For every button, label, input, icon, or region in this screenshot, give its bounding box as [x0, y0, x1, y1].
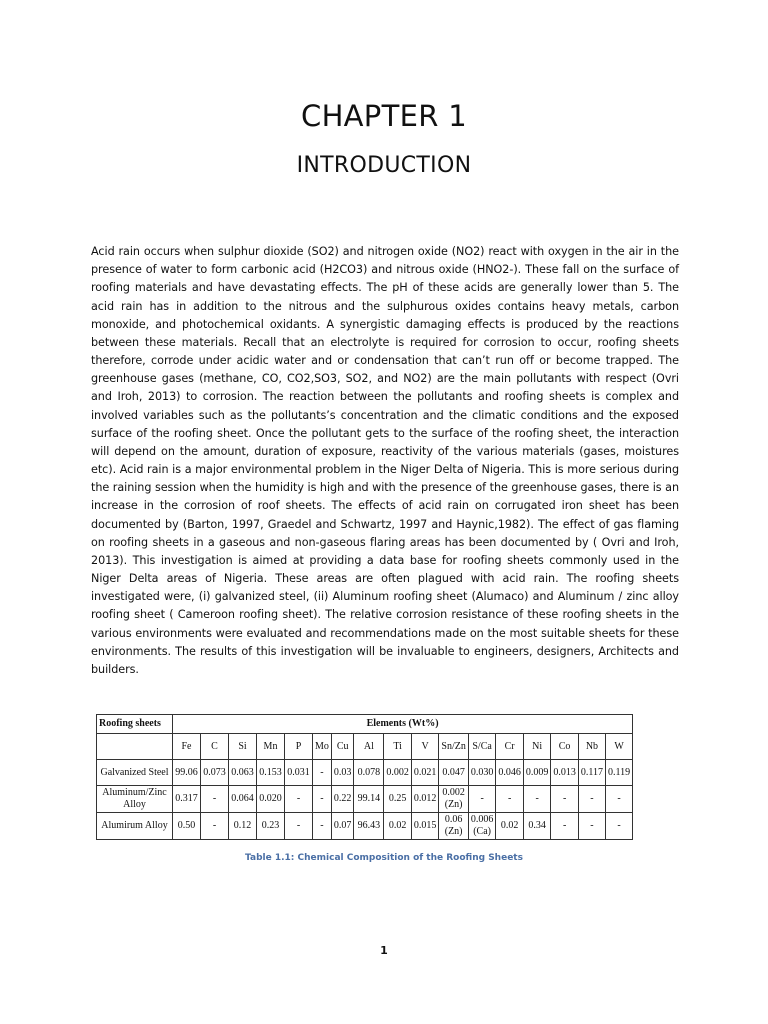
body-paragraph: Acid rain occurs when sulphur dioxide (SO2) and nitrogen oxide (NO2) react with oxygen in the air in the presence of water to form carbonic acid (H2CO3) and nitrous oxide (HNO2-). These fall on the surface of roofing materials and have devastating effects. The pH of these acids are generally lower than 5. The acid rain has in addition to the nitrous and the sulphurous oxides contains heavy metals, carbon monoxide, and photochemical oxidants. A synergistic damaging effects is produced by the reactions between these materials. Recall that an electrolyte is required for corrosion to occur, roofing sheets therefore, corrode under acidic water and or condensation that can’t run off or become trapped. The greenhouse gases (methane, CO, CO2,SO3, SO2, and NO2) are the main pollutants with respect (Ovri and Iroh, 2013) to corrosion. The reaction between the pollutants and roofing sheets is complex and involved variables such as the pollutants’s concentration and the climatic conditions and the exposed surface of the roofing sheet. Once the pollutant gets to the surface of the roofing sheet, the interaction will depend on the amount, duration of exposure, reactivity of the various materials (gases, moistures etc). Acid rain is a major environmental problem in the Niger Delta of Nigeria. This is more serious during the raining session when the humidity is high and with the presence of the greenhouse gases, there is an increase in the corrosion of roof sheets. The effects of acid rain on corrugated iron sheet has been documented by (Barton, 1997, Graedel and Schwartz, 1997 and Haynic,1982). The effect of gas flaming on roofing sheets in a gaseous and non-gaseous flaring areas has been documented by ( Ovri and Iroh, 2013). This investigation is aimed at providing a data base for roofing sheets commonly used in the Niger Delta areas of Nigeria. These areas are often plagued with acid rain. The roofing sheets investigated were, (i) galvanized steel, (ii) Aluminum roofing sheet (Alumaco) and Aluminum / zinc alloy roofing sheet ( Cameroon roofing sheet). The relative corrosion resistance of these roofing sheets in the various environments were evaluated and recommendations made on the most suitable sheets for these environments. The results of this investigation will be invaluable to engineers, designers, Architects and builders.: [91, 245, 679, 676]
table-cell: 0.02: [384, 813, 412, 840]
table-row: [97, 813, 633, 840]
empty-header-cell: [97, 734, 173, 760]
table-caption: Table 1.1: Chemical Composition of the Roofing Sheets: [245, 853, 523, 863]
table-cell: 96.43: [354, 813, 384, 840]
sheet-name-cell: Galvanized Steel: [97, 760, 173, 786]
table-cell: 0.03: [331, 760, 354, 786]
table-cell: -: [313, 786, 332, 813]
table-cell: 0.02: [496, 813, 524, 840]
element-header-cell: Si: [229, 734, 257, 760]
table-cell: 0.020: [257, 786, 285, 813]
element-header-cell: Mo: [313, 734, 332, 760]
element-header-cell: W: [606, 734, 633, 760]
table-cell: -: [285, 786, 313, 813]
table-cell: 0.12: [229, 813, 257, 840]
table-cell: 0.50: [173, 813, 201, 840]
table-cell: 0.002: [384, 760, 412, 786]
sheet-name-cell: Aluminum/Zinc Alloy: [97, 786, 173, 813]
element-header-cell: S/Ca: [468, 734, 496, 760]
table-cell: 0.25: [384, 786, 412, 813]
element-header-cell: Sn/Zn: [439, 734, 468, 760]
table-cell: -: [606, 813, 633, 840]
elements-group-header: Elements (Wt%): [173, 715, 633, 734]
table-cell: 0.078: [354, 760, 384, 786]
table-cell: 0.22: [331, 786, 354, 813]
table-cell: -: [578, 786, 605, 813]
element-header-cell: Cu: [331, 734, 354, 760]
composition-table: [96, 714, 633, 840]
table-cell: 0.064: [229, 786, 257, 813]
element-header-cell: Al: [354, 734, 384, 760]
element-header-cell: P: [285, 734, 313, 760]
table-cell: -: [523, 786, 551, 813]
table-cell: -: [201, 786, 229, 813]
table-cell: 0.117: [578, 760, 605, 786]
table-cell: 0.031: [285, 760, 313, 786]
table-cell: 0.06 (Zn): [439, 813, 468, 840]
table-cell: 0.002 (Zn): [439, 786, 468, 813]
table-cell: 0.012: [411, 786, 439, 813]
table-cell: 0.006 (Ca): [468, 813, 496, 840]
table-cell: 0.317: [173, 786, 201, 813]
table-cell: -: [551, 813, 579, 840]
table-cell: 0.030: [468, 760, 496, 786]
table-cell: -: [313, 760, 332, 786]
element-header-cell: Cr: [496, 734, 524, 760]
table-cell: 0.015: [411, 813, 439, 840]
table-cell: 0.021: [411, 760, 439, 786]
table-cell: 0.23: [257, 813, 285, 840]
table-cell: 0.34: [523, 813, 551, 840]
table-cell: 0.047: [439, 760, 468, 786]
element-header-cell: Mn: [257, 734, 285, 760]
element-header-cell: Ni: [523, 734, 551, 760]
chapter-title: CHAPTER 1: [301, 99, 467, 133]
element-header-cell: Nb: [578, 734, 605, 760]
table-cell: -: [468, 786, 496, 813]
page-number: 1: [380, 944, 388, 957]
table-cell: -: [313, 813, 332, 840]
chapter-subtitle: INTRODUCTION: [296, 153, 472, 178]
element-header-cell: C: [201, 734, 229, 760]
element-header-cell: Ti: [384, 734, 412, 760]
table-cell: -: [578, 813, 605, 840]
table-cell: 0.009: [523, 760, 551, 786]
table-cell: 0.063: [229, 760, 257, 786]
table-cell: 0.153: [257, 760, 285, 786]
table-cell: -: [201, 813, 229, 840]
composition-table-container: [96, 714, 633, 840]
element-header-row: [97, 734, 633, 760]
table-cell: -: [606, 786, 633, 813]
element-header-cell: Fe: [173, 734, 201, 760]
table-cell: 0.073: [201, 760, 229, 786]
element-header-cell: V: [411, 734, 439, 760]
table-row: [97, 760, 633, 786]
sheet-name-cell: Alumirum Alloy: [97, 813, 173, 840]
element-header-cell: Co: [551, 734, 579, 760]
table-cell: -: [496, 786, 524, 813]
table-cell: 0.119: [606, 760, 633, 786]
table-cell: 0.013: [551, 760, 579, 786]
table-row: [97, 786, 633, 813]
table-cell: 0.046: [496, 760, 524, 786]
table-cell: -: [551, 786, 579, 813]
corner-header: Roofing sheets: [97, 715, 173, 734]
table-cell: 0.07: [331, 813, 354, 840]
table-cell: 99.14: [354, 786, 384, 813]
table-cell: 99.06: [173, 760, 201, 786]
table-cell: -: [285, 813, 313, 840]
